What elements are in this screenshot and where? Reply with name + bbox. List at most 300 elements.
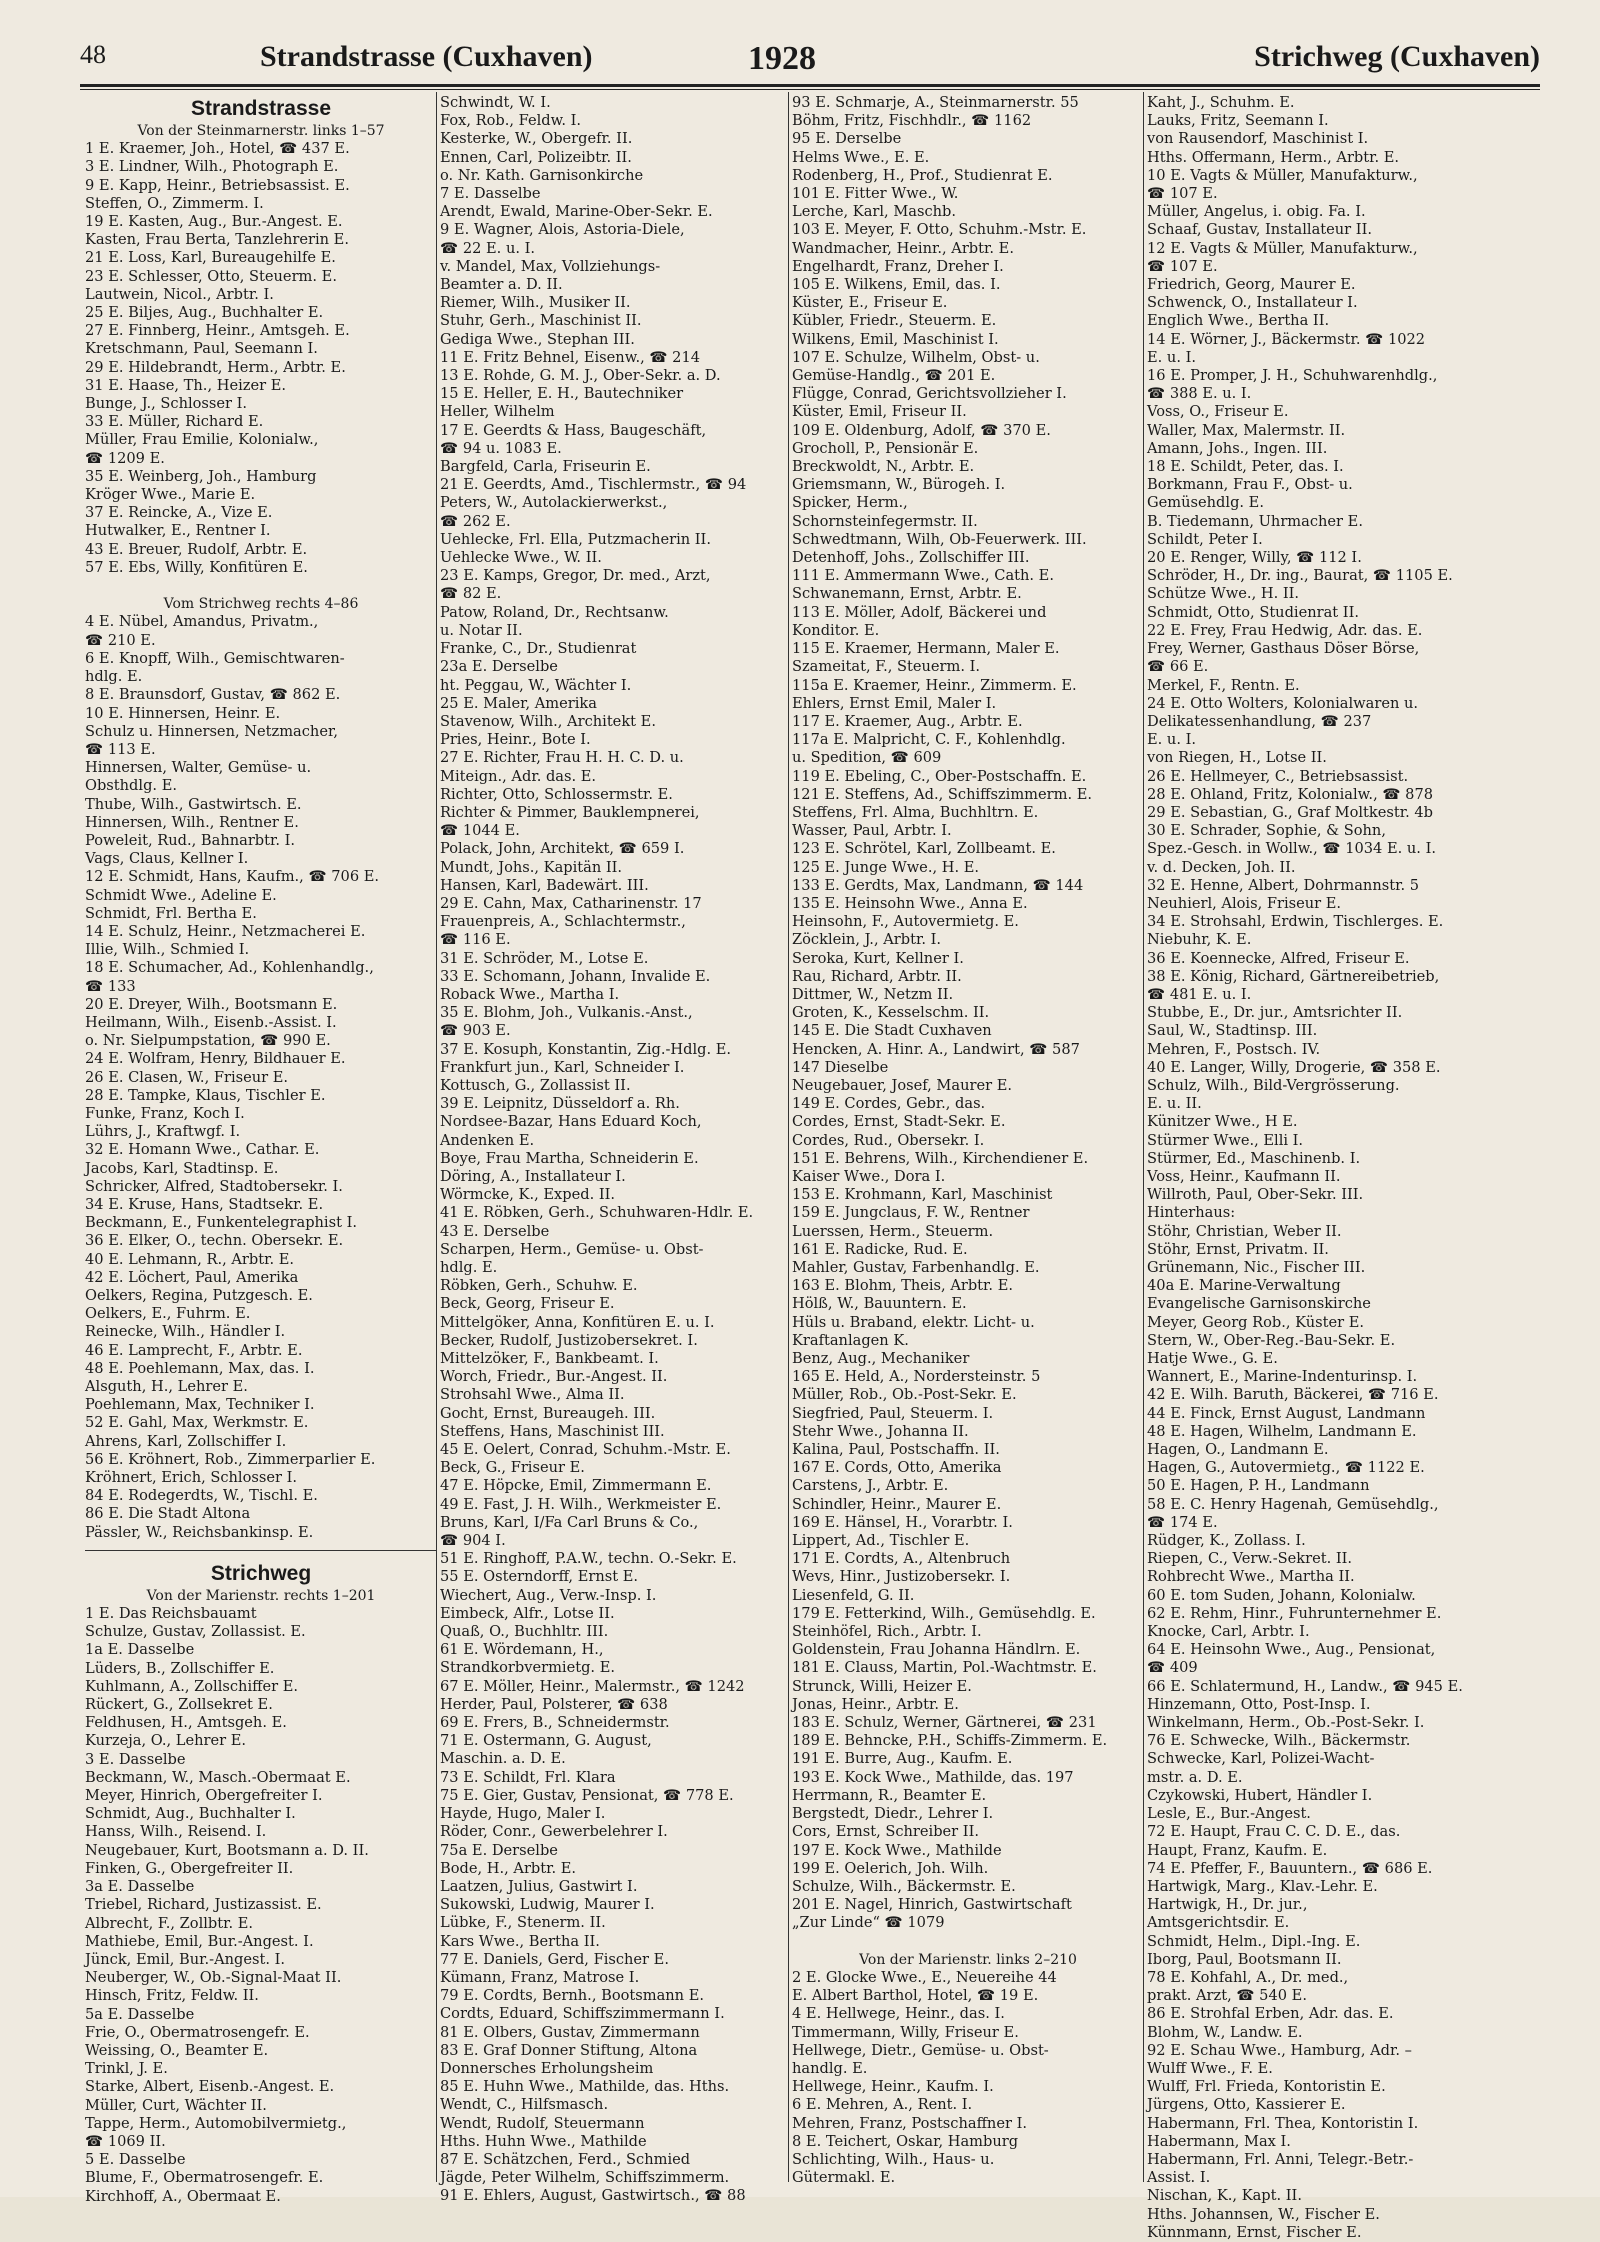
directory-entry: u. Spedition, ☎ 609 [792, 749, 942, 767]
directory-entry: Mehren, F., Postsch. IV. [1147, 1040, 1321, 1058]
directory-entry: Hagen, G., Autovermietg., ☎ 1122 E. [1147, 1459, 1425, 1477]
directory-entry: Gemüsehdlg. E. [1147, 494, 1264, 512]
directory-entry: 24 E. Otto Wolters, Kolonialwaren u. [1147, 694, 1419, 712]
directory-entry: Arendt, Ewald, Marine-Ober-Sekr. E. [440, 203, 713, 221]
directory-entry: Patow, Roland, Dr., Rechtsanw. [440, 603, 669, 621]
directory-entry: Carstens, J., Arbtr. E. [792, 1477, 949, 1495]
directory-entry: Vags, Claus, Kellner I. [85, 850, 249, 868]
directory-entry: 101 E. Fitter Wwe., W. [792, 185, 959, 203]
directory-entry: 43 E. Derselbe [440, 1222, 550, 1240]
directory-entry: 15 E. Heller, E. H., Bautechniker [440, 385, 684, 403]
directory-entry: Schulz, Wilh., Bild-Vergrösserung. [1147, 1076, 1400, 1094]
directory-entry: 28 E. Tampke, Klaus, Tischler E. [85, 1086, 326, 1104]
directory-entry: Bergstedt, Diedr., Lehrer I. [792, 1805, 994, 1823]
directory-entry: Hayde, Hugo, Maler I. [440, 1805, 606, 1823]
directory-entry: Meyer, Hinrich, Obergefreiter I. [85, 1787, 323, 1805]
directory-entry: Stürmer Wwe., Elli I. [1147, 1131, 1304, 1149]
directory-entry: Gediga Wwe., Stephan III. [440, 330, 635, 348]
directory-entry: ☎ 116 E. [440, 931, 511, 949]
directory-entry: 163 E. Blohm, Theis, Arbtr. E. [792, 1277, 1013, 1295]
directory-entry: Strunck, Willi, Heizer E. [792, 1677, 972, 1695]
directory-entry: 44 E. Finck, Ernst August, Landmann [1147, 1404, 1426, 1422]
directory-entry: 71 E. Ostermann, G. August, [440, 1732, 652, 1750]
directory-entry: 21 E. Geerdts, Amd., Tischlermstr., ☎ 94 [440, 476, 747, 494]
directory-entry: 76 E. Schwecke, Wilh., Bäckermstr. [1147, 1732, 1411, 1750]
directory-entry: 3 E. Dasselbe [85, 1750, 186, 1768]
directory-entry: Flügge, Conrad, Gerichtsvollzieher I. [792, 385, 1067, 403]
directory-entry: Gemüse-Handlg., ☎ 201 E. [792, 367, 996, 385]
directory-entry: Hellwege, Dietr., Gemüse- u. Obst- [792, 2041, 1049, 2059]
directory-entry: Schwedtmann, Wilh, Ob-Feuerwerk. III. [792, 530, 1087, 548]
directory-entry: 3 E. Lindner, Wilh., Photograph E. [85, 158, 339, 176]
directory-entry: ☎ 113 E. [85, 740, 156, 758]
directory-entry: Mathiebe, Emil, Bur.-Angest. I. [85, 1932, 314, 1950]
directory-entry: 151 E. Behrens, Wilh., Kirchendiener E. [792, 1149, 1089, 1167]
directory-entry: Liesenfeld, G. II. [792, 1586, 915, 1604]
directory-entry: 12 E. Schmidt, Hans, Kaufm., ☎ 706 E. [85, 868, 380, 886]
directory-entry: Beckmann, E., Funkentelegraphist I. [85, 1214, 357, 1232]
directory-entry: 30 E. Schrader, Sophie, & Sohn, [1147, 822, 1386, 840]
directory-entry: 83 E. Graf Donner Stiftung, Altona [440, 2041, 698, 2059]
directory-entry: Schornsteinfegermstr. II. [792, 512, 978, 530]
directory-entry: Hölß, W., Bauuntern. E. [792, 1295, 967, 1313]
directory-entry: Schmidt, Aug., Buchhalter I. [85, 1805, 296, 1823]
directory-entry: Goldenstein, Frau Johanna Händlrn. E. [792, 1641, 1081, 1659]
directory-entry: Schulze, Gustav, Zollassist. E. [85, 1623, 306, 1641]
directory-entry: Eimbeck, Alfr., Lotse II. [440, 1604, 615, 1622]
directory-entry: Kaiser Wwe., Dora I. [792, 1167, 946, 1185]
directory-entry: Luerssen, Herm., Steuerm. [792, 1222, 994, 1240]
directory-entry: Peters, W., Autolackierwerkst., [440, 494, 668, 512]
directory-entry: Assist. I. [1147, 2169, 1211, 2187]
directory-entry: Kalina, Paul, Postschaffn. II. [792, 1441, 1000, 1459]
street-range-note: Von der Steinmarnerstr. links 1–57 [137, 123, 385, 139]
directory-entry: ☎ 94 u. 1083 E. [440, 439, 562, 457]
section-divider [85, 1550, 437, 1551]
directory-entry: Konditor. E. [792, 621, 880, 639]
directory-entry: Lesle, E., Bur.-Angest. [1147, 1805, 1311, 1823]
directory-entry: Hartwigk, Marg., Klav.-Lehr. E. [1147, 1877, 1378, 1895]
directory-entry: Seroka, Kurt, Kellner I. [792, 949, 964, 967]
directory-entry: Steinhöfel, Rich., Arbtr. I. [792, 1623, 982, 1641]
directory-entry: 52 E. Gahl, Max, Werkmstr. E. [85, 1414, 309, 1432]
directory-entry: Cordts, Eduard, Schiffszimmermann I. [440, 2005, 725, 2023]
directory-entry: 38 E. König, Richard, Gärtnereibetrieb, [1147, 967, 1440, 985]
directory-entry: 121 E. Steffens, Ad., Schiffszimmerm. E. [792, 785, 1093, 803]
directory-entry: 27 E. Finnberg, Heinr., Amtsgeh. E. [85, 322, 350, 340]
directory-entry: Jonas, Heinr., Arbtr. E. [792, 1695, 959, 1713]
directory-entry: 48 E. Poehlemann, Max, das. I. [85, 1359, 315, 1377]
directory-entry: 9 E. Kapp, Heinr., Betriebsassist. E. [85, 176, 350, 194]
directory-entry: 5a E. Dasselbe [85, 2005, 195, 2023]
directory-entry: Winkelmann, Herm., Ob.-Post-Sekr. I. [1147, 1714, 1425, 1732]
directory-entry: 119 E. Ebeling, C., Ober-Postschaffn. E. [792, 767, 1087, 785]
directory-entry: 34 E. Kruse, Hans, Stadtsekr. E. [85, 1195, 324, 1213]
directory-entry: 7 E. Dasselbe [440, 185, 541, 203]
directory-entry: 40a E. Marine-Verwaltung [1147, 1277, 1341, 1295]
directory-entry: Jünck, Emil, Bur.-Angest. I. [85, 1950, 286, 1968]
directory-entry: Lüders, B., Zollschiffer E. [85, 1659, 275, 1677]
directory-entry: 29 E. Hildebrandt, Herm., Arbtr. E. [85, 358, 346, 376]
directory-entry: Hüls u. Braband, elektr. Licht- u. [792, 1313, 1035, 1331]
directory-entry: Stürmer, Ed., Maschinenb. I. [1147, 1149, 1361, 1167]
directory-entry: Wulff Wwe., F. E. [1147, 2059, 1273, 2077]
directory-entry: 69 E. Frers, B., Schneidermstr. [440, 1714, 670, 1732]
directory-entry: Illie, Wilh., Schmied I. [85, 941, 250, 959]
directory-entry: Bargfeld, Carla, Friseurin E. [440, 458, 651, 476]
directory-entry: 11 E. Fritz Behnel, Eisenw., ☎ 214 [440, 348, 701, 366]
directory-entry: 58 E. C. Henry Hagenah, Gemüsehdlg., [1147, 1495, 1439, 1513]
directory-entry: 1 E. Das Reichsbauamt [85, 1605, 257, 1623]
directory-entry: Stehr Wwe., Johanna II. [792, 1422, 969, 1440]
directory-entry: handlg. E. [792, 2059, 868, 2077]
directory-entry: 75a E. Derselbe [440, 1841, 558, 1859]
directory-entry: Poehlemann, Max, Techniker I. [85, 1396, 315, 1414]
directory-entry: Neuberger, W., Ob.-Signal-Maat II. [85, 1969, 342, 1987]
directory-entry: Kübler, Friedr., Steuerm. E. [792, 312, 997, 330]
directory-entry: 73 E. Schildt, Frl. Klara [440, 1768, 616, 1786]
directory-entry: Richter, Otto, Schlossermstr. E. [440, 785, 673, 803]
directory-entry: E. u. II. [1147, 1095, 1202, 1113]
directory-entry: Schmidt, Otto, Studienrat II. [1147, 603, 1359, 621]
directory-entry: Iborg, Paul, Bootsmann II. [1147, 1950, 1342, 1968]
directory-entry: Stöhr, Christian, Weber II. [1147, 1222, 1342, 1240]
directory-entry: Starke, Albert, Eisenb.-Angest. E. [85, 2078, 335, 2096]
directory-entry: Meyer, Georg Rob., Küster E. [1147, 1313, 1365, 1331]
directory-entry: Uehlecke, Frl. Ella, Putzmacherin II. [440, 530, 711, 548]
directory-entry: Blume, F., Obermatrosengefr. E. [85, 2169, 324, 2187]
directory-entry: 20 E. Renger, Willy, ☎ 112 I. [1147, 549, 1362, 567]
directory-entry: Waller, Max, Malermstr. II. [1147, 421, 1346, 439]
directory-entry: Bunge, J., Schlosser I. [85, 395, 248, 413]
directory-entry: Neugebauer, Josef, Maurer E. [792, 1076, 1012, 1094]
directory-entry: Cordes, Ernst, Stadt-Sekr. E. [792, 1113, 1006, 1131]
directory-entry: Neugebauer, Kurt, Bootsmann a. D. II. [85, 1841, 369, 1859]
directory-entry: Oelkers, E., Fuhrm. E. [85, 1305, 251, 1323]
street-heading: Strandstrasse [190, 97, 332, 120]
directory-entry: 31 E. Schröder, M., Lotse E. [440, 949, 649, 967]
directory-entry: Schaaf, Gustav, Installateur II. [1147, 221, 1372, 239]
directory-entry: 29 E. Sebastian, G., Graf Moltkestr. 4b [1147, 803, 1434, 821]
column-2 [440, 94, 792, 2205]
directory-entry: 33 E. Müller, Richard E. [85, 413, 264, 431]
directory-entry: Fox, Rob., Feldw. I. [440, 112, 582, 130]
directory-entry: Bruns, Karl, I/Fa Carl Bruns & Co., [440, 1513, 699, 1531]
directory-entry: Stubbe, E., Dr. jur., Amtsrichter II. [1147, 1004, 1403, 1022]
directory-entry: Cordes, Rud., Obersekr. I. [792, 1131, 985, 1149]
directory-entry: 92 E. Schau Wwe., Hamburg, Adr. – [1147, 2041, 1412, 2059]
directory-entry: Amtsgerichtsdir. E. [1147, 1914, 1290, 1932]
directory-entry: Albrecht, F., Zollbtr. E. [85, 1914, 254, 1932]
directory-entry: Ahrens, Karl, Zollschiffer I. [85, 1432, 287, 1450]
directory-entry: Kraftanlagen K. [792, 1331, 909, 1349]
header-rule [80, 84, 1540, 87]
directory-entry: 2 E. Glocke Wwe., E., Neuereihe 44 [792, 1968, 1057, 1986]
directory-entry: Finken, G., Obergefreiter II. [85, 1859, 294, 1877]
directory-entry: Lerche, Karl, Maschb. [792, 203, 957, 221]
directory-entry: 23a E. Derselbe [440, 658, 558, 676]
directory-entry: Kesterke, W., Obergefr. II. [440, 130, 633, 148]
directory-entry: Steffens, Hans, Maschinist III. [440, 1422, 665, 1440]
directory-entry: 67 E. Möller, Heinr., Malermstr., ☎ 1242 [440, 1677, 745, 1695]
directory-entry: 43 E. Breuer, Rudolf, Arbtr. E. [85, 540, 308, 558]
directory-entry: Kaht, J., Schuhm. E. [1147, 94, 1295, 111]
directory-entry: u. Notar II. [440, 621, 523, 639]
directory-entry: Kurzeja, O., Lehrer E. [85, 1732, 247, 1750]
directory-entry: Kuhlmann, A., Zollschiffer E. [85, 1677, 299, 1695]
directory-entry: E. Albert Barthol, Hotel, ☎ 19 E. [792, 1987, 1039, 2005]
directory-entry: 201 E. Nagel, Hinrich, Gastwirtschaft [792, 1896, 1072, 1914]
directory-entry: 197 E. Kock Wwe., Mathilde [792, 1841, 1002, 1859]
directory-entry: 105 E. Wilkens, Emil, das. I. [792, 276, 1001, 294]
directory-entry: Heinsohn, F., Autovermietg. E. [792, 913, 1019, 931]
directory-entry: Hths. Huhn Wwe., Mathilde [440, 2132, 647, 2150]
directory-entry: 42 E. Löchert, Paul, Amerika [85, 1268, 299, 1286]
directory-entry: Kirchhoff, A., Obermaat E. [85, 2187, 281, 2205]
directory-entry: Sukowski, Ludwig, Maurer I. [440, 1896, 655, 1914]
directory-entry: Mehren, Franz, Postschaffner I. [792, 2114, 1027, 2132]
directory-entry: Knocke, Carl, Arbtr. I. [1147, 1623, 1310, 1641]
directory-entry: Kröger Wwe., Marie E. [85, 486, 256, 504]
directory-entry: prakt. Arzt, ☎ 540 E. [1147, 1987, 1307, 2005]
directory-entry: 32 E. Henne, Albert, Dohrmannstr. 5 [1147, 876, 1420, 894]
directory-entry: 191 E. Burre, Aug., Kaufm. E. [792, 1750, 1013, 1768]
directory-entry: 29 E. Cahn, Max, Catharinenstr. 17 [440, 894, 702, 912]
directory-entry: Grünemann, Nic., Fischer III. [1147, 1259, 1366, 1276]
directory-entry: Böhm, Fritz, Fischhdlr., ☎ 1162 [792, 112, 1032, 130]
directory-entry: 21 E. Loss, Karl, Bureaugehilfe E. [85, 249, 336, 267]
directory-entry: Mittelzöker, F., Bankbeamt. I. [440, 1350, 659, 1368]
directory-entry: Funke, Franz, Koch I. [85, 1104, 245, 1122]
directory-entry: 31 E. Haase, Th., Heizer E. [85, 376, 286, 394]
directory-entry: Wilkens, Emil, Maschinist I. [792, 330, 999, 348]
directory-entry: Habermann, Frl. Anni, Telegr.-Betr.- [1147, 2150, 1414, 2168]
directory-entry: Pässler, W., Reichsbankinsp. E. [85, 1523, 314, 1541]
directory-entry: 14 E. Wörner, J., Bäckermstr. ☎ 1022 [1147, 330, 1426, 348]
directory-entry: Kasten, Frau Berta, Tanzlehrerin E. [85, 231, 349, 249]
directory-entry: ☎ 903 E. [440, 1022, 511, 1040]
directory-entry: ☎ 1209 E. [85, 449, 165, 467]
directory-entry: 117 E. Kraemer, Aug., Arbtr. E. [792, 712, 1023, 730]
directory-entry: 6 E. Knopff, Wilh., Gemischtwaren- [85, 649, 345, 667]
directory-entry: Stavenow, Wilh., Architekt E. [440, 712, 656, 730]
directory-entry: Voss, O., Friseur E. [1147, 403, 1289, 421]
directory-entry: Küster, E., Friseur E. [792, 294, 948, 312]
directory-entry: Hinzemann, Otto, Post-Insp. I. [1147, 1695, 1371, 1713]
directory-entry: Riemer, Wilh., Musiker II. [440, 294, 631, 312]
directory-entry: Rückert, G., Zollsekret E. [85, 1696, 273, 1714]
directory-entry: 24 E. Wolfram, Henry, Bildhauer E. [85, 1050, 346, 1068]
directory-entry: Blohm, W., Landw. E. [1147, 2023, 1303, 2041]
directory-entry: 18 E. Schumacher, Ad., Kohlenhandlg., [85, 959, 374, 977]
directory-entry: Polack, John, Architekt, ☎ 659 I. [440, 840, 685, 858]
directory-entry: Hutwalker, E., Rentner I. [85, 522, 271, 540]
directory-entry: Herrmann, R., Beamter E. [792, 1786, 987, 1804]
directory-entry: 41 E. Röbken, Gerh., Schuhwaren-Hdlr. E. [440, 1204, 754, 1222]
directory-entry: Schütze Wwe., H. II. [1147, 585, 1300, 603]
directory-entry: Delikatessenhandlung, ☎ 237 [1147, 712, 1372, 730]
directory-entry: Wevs, Hinr., Justizobersekr. I. [792, 1568, 1011, 1586]
directory-entry: Rüdger, K., Zollass. I. [1147, 1532, 1306, 1550]
directory-entry: 9 E. Wagner, Alois, Astoria-Diele, [440, 221, 685, 239]
directory-entry: 13 E. Rohde, G. M. J., Ober-Sekr. a. D. [440, 367, 721, 385]
directory-entry: Mahler, Gustav, Farbenhandlg. E. [792, 1259, 1040, 1276]
directory-entry: 62 E. Rehm, Hinr., Fuhrunternehmer E. [1147, 1604, 1442, 1622]
directory-entry: Willroth, Paul, Ober-Sekr. III. [1147, 1186, 1364, 1204]
directory-entry: Weissing, O., Beamter E. [85, 2041, 269, 2059]
directory-entry: 25 E. Maler, Amerika [440, 694, 597, 712]
directory-entry: Röder, Conr., Gewerbelehrer I. [440, 1823, 668, 1841]
directory-entry: Künitzer Wwe., H E. [1147, 1113, 1298, 1131]
directory-entry: Wannert, E., Marine-Indenturinsp. I. [1147, 1368, 1418, 1386]
directory-entry: ☎ 1069 II. [85, 2132, 166, 2150]
directory-entry: Schlichting, Wilh., Haus- u. [792, 2150, 995, 2168]
directory-entry: 60 E. tom Suden, Johann, Kolonialw. [1147, 1586, 1416, 1604]
directory-entry: 86 E. Strohfal Erben, Adr. das. E. [1147, 2005, 1394, 2023]
directory-entry: Riepen, C., Verw.-Sekret. II. [1147, 1550, 1353, 1568]
directory-entry: 36 E. Koennecke, Alfred, Friseur E. [1147, 949, 1410, 967]
directory-entry: Kröhnert, Erich, Schlosser I. [85, 1469, 298, 1487]
directory-entry: Bode, H., Arbtr. E. [440, 1859, 577, 1877]
directory-entry: 40 E. Lehmann, R., Arbtr. E. [85, 1250, 295, 1268]
directory-entry: Beck, G., Friseur E. [440, 1459, 585, 1477]
directory-entry: 81 E. Olbers, Gustav, Zimmermann [440, 2023, 700, 2041]
directory-entry: Schwenck, O., Installateur I. [1147, 294, 1358, 312]
directory-entry: 56 E. Kröhnert, Rob., Zimmerparlier E. [85, 1450, 376, 1468]
directory-entry: Heilmann, Wilh., Eisenb.-Assist. I. [85, 1013, 337, 1031]
directory-entry: Spicker, Herm., [792, 494, 908, 512]
directory-entry: 111 E. Ammermann Wwe., Cath. E. [792, 567, 1054, 585]
directory-entry: Grocholl, P., Pensionär E. [792, 439, 979, 457]
directory-entry: Jürgens, Otto, Kassierer E. [1147, 2096, 1346, 2114]
directory-entry: 179 E. Fetterkind, Wilh., Gemüsehdlg. E. [792, 1604, 1096, 1622]
directory-entry: Stuhr, Gerh., Maschinist II. [440, 312, 642, 330]
directory-entry: 23 E. Schlesser, Otto, Steuerm. E. [85, 267, 337, 285]
page-number: 48 [80, 40, 106, 69]
directory-entry: ☎ 82 E. [440, 585, 502, 603]
directory-entry: 135 E. Heinsohn Wwe., Anna E. [792, 894, 1028, 912]
directory-entry: Hatje Wwe., G. E. [1147, 1350, 1278, 1368]
directory-entry: 72 E. Haupt, Frau C. C. D. E., das. [1147, 1823, 1401, 1841]
directory-entry: 10 E. Hinnersen, Heinr. E. [85, 704, 281, 722]
directory-entry: 109 E. Oldenburg, Adolf, ☎ 370 E. [792, 421, 1051, 439]
directory-entry: Hinsch, Fritz, Feldw. II. [85, 1987, 259, 2005]
directory-entry: Reinecke, Wilh., Händler I. [85, 1323, 286, 1341]
directory-entry: 193 E. Kock Wwe., Mathilde, das. 197 [792, 1768, 1074, 1786]
directory-entry: Strohsahl Wwe., Alma II. [440, 1386, 625, 1404]
directory-entry: 34 E. Strohsahl, Erdwin, Tischlerges. E. [1147, 913, 1444, 931]
directory-entry: 77 E. Daniels, Gerd, Fischer E. [440, 1950, 669, 1968]
directory-entry: Dittmer, W., Netzm II. [792, 985, 954, 1003]
directory-entry: Voss, Heinr., Kaufmann II. [1147, 1167, 1341, 1185]
directory-entry: von Riegen, H., Lotse II. [1147, 749, 1327, 767]
directory-entry: 18 E. Schildt, Peter, das. I. [1147, 458, 1344, 476]
directory-entry: 149 E. Cordes, Gebr., das. [792, 1095, 986, 1113]
directory-entry: 113 E. Möller, Adolf, Bäckerei und [792, 603, 1047, 621]
directory-entry: Roback Wwe., Martha I. [440, 985, 620, 1003]
directory-entry: Lührs, J., Kraftwgf. I. [85, 1123, 241, 1141]
directory-entry: 117a E. Malpricht, C. F., Kohlenhdlg. [792, 731, 1066, 749]
directory-entry: Rau, Richard, Arbtr. II. [792, 967, 962, 985]
directory-entry: ☎ 409 [1147, 1659, 1198, 1677]
directory-entry: Czykowski, Hubert, Händler I. [1147, 1786, 1373, 1804]
directory-entry: Zöcklein, J., Arbtr. I. [792, 931, 942, 949]
directory-entry: Worch, Friedr., Bur.-Angest. II. [440, 1368, 668, 1386]
directory-entry: Friedrich, Georg, Maurer E. [1147, 276, 1356, 294]
directory-entry: 115 E. Kraemer, Hermann, Maler E. [792, 640, 1060, 658]
directory-entry: Jägde, Peter Wilhelm, Schiffszimmerm. [440, 2169, 730, 2187]
directory-entry: 48 E. Hagen, Wilhelm, Landmann E. [1147, 1422, 1417, 1440]
directory-entry: 93 E. Schmarje, A., Steinmarnerstr. 55 [792, 94, 1079, 111]
directory-entry: Schmidt Wwe., Adeline E. [85, 886, 277, 904]
directory-entry: 25 E. Biljes, Aug., Buchhalter E. [85, 304, 324, 322]
directory-entry: Haupt, Franz, Kaufm. E. [1147, 1841, 1328, 1859]
directory-entry: Laatzen, Julius, Gastwirt I. [440, 1877, 638, 1895]
directory-entry: 40 E. Langer, Willy, Drogerie, ☎ 358 E. [1147, 1058, 1441, 1076]
directory-entry: 14 E. Schulz, Heinr., Netzmacherei E. [85, 922, 366, 940]
directory-entry: Schulz u. Hinnersen, Netzmacher, [85, 722, 338, 740]
directory-entry: Alsguth, H., Lehrer E. [85, 1378, 248, 1396]
directory-entry: Hinnersen, Wilh., Rentner E. [85, 813, 299, 831]
directory-entry: 37 E. Reincke, A., Vize E. [85, 504, 273, 522]
directory-entry: Szameitat, F., Steuerm. I. [792, 658, 981, 676]
directory-entry: Franke, C., Dr., Studienrat [440, 640, 637, 658]
right-running-title: Strichweg (Cuxhaven) [1254, 40, 1540, 73]
directory-entry: Beckmann, W., Masch.-Obermaat E. [85, 1768, 351, 1786]
directory-entry: Neuhierl, Alois, Friseur E. [1147, 894, 1342, 912]
directory-entry: Stern, W., Ober-Reg.-Bau-Sekr. E. [1147, 1331, 1396, 1349]
directory-entry: Frauenpreis, A., Schlachtermstr., [440, 913, 686, 931]
street-range-note: Von der Marienstr. rechts 1–201 [146, 1587, 376, 1604]
directory-entry: Hths. Johannsen, W., Fischer E. [1147, 2205, 1380, 2223]
directory-entry: Uehlecke Wwe., W. II. [440, 549, 602, 567]
directory-entry: 8 E. Braunsdorf, Gustav, ☎ 862 E. [85, 686, 341, 704]
directory-entry: Schindler, Heinr., Maurer E. [792, 1495, 1002, 1513]
directory-entry: Wörmcke, K., Exped. II. [440, 1186, 616, 1204]
directory-entry: 37 E. Kosuph, Konstantin, Zig.-Hdlg. E. [440, 1040, 732, 1058]
directory-entry: ☎ 22 E. u. I. [440, 239, 536, 257]
directory-entry: Schmidt, Frl. Bertha E. [85, 904, 257, 922]
directory-entry: Schmidt, Helm., Dipl.-Ing. E. [1147, 1932, 1361, 1950]
directory-entry: 17 E. Geerdts & Hass, Baugeschäft, [440, 421, 707, 439]
directory-entry: Triebel, Richard, Justizassist. E. [85, 1896, 322, 1914]
directory-entry: 5 E. Dasselbe [85, 2151, 186, 2169]
directory-entry: Mundt, Johs., Kapitän II. [440, 858, 623, 876]
directory-entry: Kümann, Franz, Matrose I. [440, 1968, 640, 1986]
directory-entry: 123 E. Schrötel, Karl, Zollbeamt. E. [792, 840, 1056, 858]
directory-entry: ☎ 262 E. [440, 512, 511, 530]
directory-entry: ☎ 1044 E. [440, 822, 520, 840]
directory-entry: Becker, Rudolf, Justizobersekret. I. [440, 1331, 698, 1349]
directory-entry: E. u. I. [1147, 731, 1197, 749]
directory-entry: 51 E. Ringhoff, P.A.W., techn. O.-Sekr. E. [440, 1550, 737, 1568]
directory-entry: 27 E. Richter, Frau H. H. C. D. u. [440, 749, 684, 767]
directory-entry: Lübke, F., Stenerm. II. [440, 1914, 606, 1932]
directory-entry: 78 E. Kohfahl, A., Dr. med., [1147, 1968, 1349, 1986]
directory-entry: Herder, Paul, Polsterer, ☎ 638 [440, 1695, 668, 1713]
directory-entry: ☎ 133 [85, 977, 136, 995]
directory-entry: 33 E. Schomann, Johann, Invalide E. [440, 967, 711, 985]
directory-entry: Amann, Johs., Ingen. III. [1147, 439, 1328, 457]
directory-entry: Nordsee-Bazar, Hans Eduard Koch, [440, 1113, 702, 1131]
directory-entry: Heller, Wilhelm [440, 403, 555, 421]
directory-entry: Müller, Rob., Ob.-Post-Sekr. E. [792, 1386, 1017, 1404]
directory-entry: Schwecke, Karl, Polizei-Wacht- [1147, 1750, 1375, 1768]
directory-entry: Wendt, Rudolf, Steuermann [440, 2114, 645, 2132]
directory-entry: 16 E. Promper, J. H., Schuhwarenhdlg., [1147, 367, 1438, 385]
directory-entry: 10 E. Vagts & Müller, Manufakturw., [1147, 166, 1418, 184]
directory-entry: Habermann, Frl. Thea, Kontoristin I. [1147, 2114, 1419, 2132]
